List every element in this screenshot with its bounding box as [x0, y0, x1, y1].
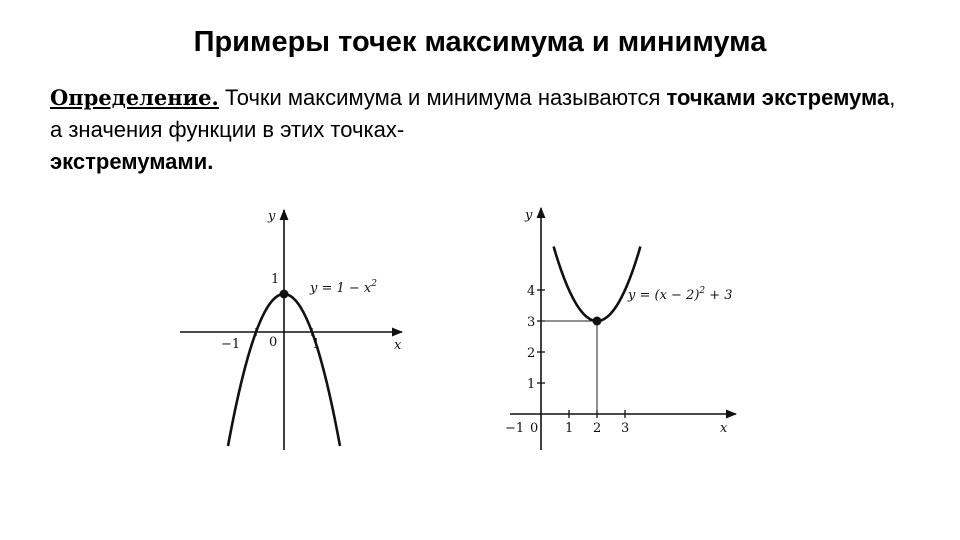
left-x-label: x: [394, 338, 402, 353]
right-parabola-curve: [554, 247, 641, 322]
right-x-label: x: [720, 421, 728, 436]
right-tick-label-x3: 3: [621, 421, 630, 436]
left-y-label: y: [268, 209, 276, 224]
right-tick-label-x1: 1: [565, 421, 574, 436]
slide-title: Примеры точек максимума и минимума: [193, 26, 767, 58]
definition-bold-extrema: экстремумами.: [50, 149, 214, 174]
left-tick-label-1: 1: [312, 337, 321, 352]
right-y-label: y: [525, 208, 533, 223]
graph-left: [180, 209, 402, 450]
right-tick-label-y3: 3: [527, 315, 536, 330]
right-tick-label-y4: 4: [527, 284, 536, 299]
right-tick-label-x2: 2: [593, 421, 602, 436]
left-tick-label-y1: 1: [271, 272, 280, 287]
right-tick-label-y1: 1: [527, 377, 536, 392]
left-maximum-point: [280, 290, 289, 299]
right-minimum-point: [593, 317, 602, 326]
right-tick-label-x-neg1: −1: [505, 421, 525, 436]
definition-bold-extremum-points: точками экстремума: [666, 85, 890, 110]
left-tick-label-origin: 0: [269, 335, 278, 350]
definition-part2: , а значения функции в этих точках-: [50, 85, 896, 142]
definition-part1: Точки максимума и минимума называются: [218, 85, 667, 110]
graph-right: [505, 208, 736, 450]
right-formula: $y = (x - 2)^2 + 3$: [628, 286, 733, 303]
definition-term: Определение.: [50, 85, 219, 110]
left-formula: $y = 1 - x^2$: [310, 279, 377, 296]
left-tick-label-neg1: −1: [221, 337, 241, 352]
right-tick-label-y2: 2: [527, 346, 536, 361]
right-tick-label-x0: 0: [530, 421, 539, 436]
